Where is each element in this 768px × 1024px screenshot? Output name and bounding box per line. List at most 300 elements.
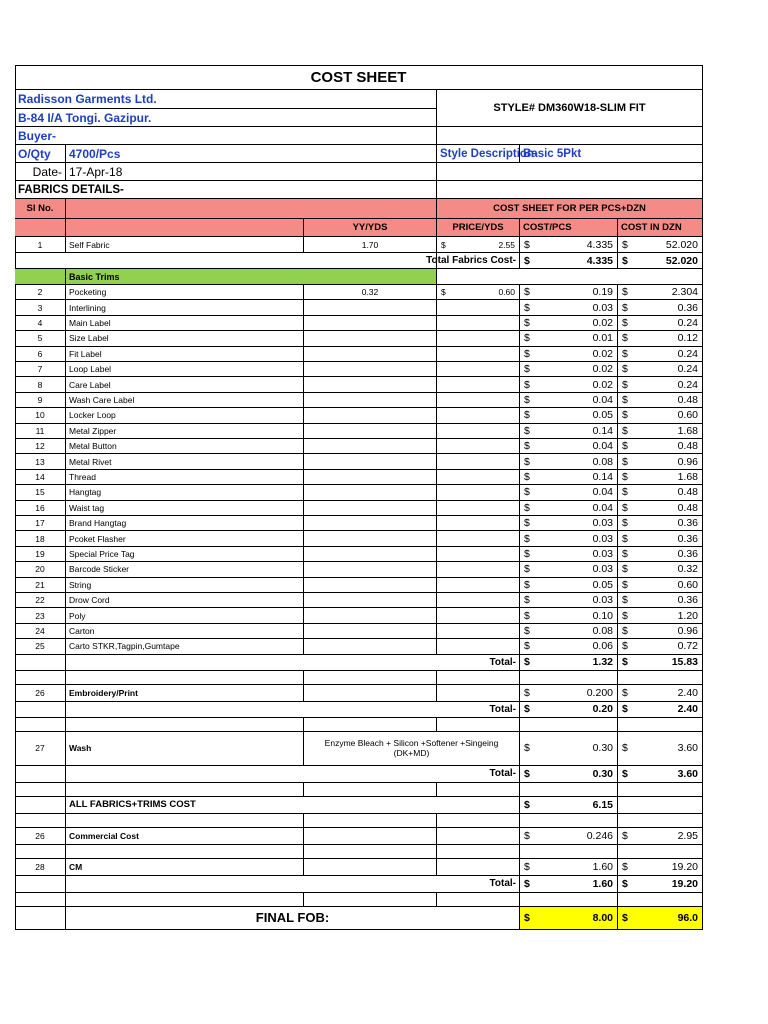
currency-symbol: $ — [622, 254, 628, 267]
currency-symbol: $ — [524, 363, 530, 376]
trims-header-text: Basic Trims — [69, 271, 120, 282]
item-name — [66, 578, 304, 593]
blank-cell — [437, 163, 703, 181]
currency-symbol: $ — [524, 238, 530, 251]
cost-dzn-cell — [618, 639, 703, 654]
cost-dzn-cell — [618, 362, 703, 377]
final-fob-label — [66, 907, 520, 930]
currency-symbol: $ — [524, 409, 530, 422]
blank-cell — [437, 269, 703, 285]
blank-cell — [304, 501, 437, 516]
total-cost-dzn — [618, 655, 703, 671]
money-value: 3.60 — [677, 742, 698, 755]
cost-dzn-cell — [618, 300, 703, 315]
item-name — [66, 547, 304, 562]
currency-symbol: $ — [524, 640, 530, 653]
currency-symbol: $ — [524, 742, 530, 755]
money-value: 0.60 — [677, 578, 698, 591]
cost-pcs-cell — [520, 578, 618, 593]
cost-dzn-cell — [618, 578, 703, 593]
blank-cell — [437, 783, 520, 797]
cost-pcs-cell — [520, 454, 618, 469]
money-value: 52.020 — [665, 254, 698, 267]
currency-symbol: $ — [524, 393, 530, 406]
item-name — [66, 562, 304, 577]
yy-header — [304, 219, 437, 237]
sl-number — [15, 685, 66, 702]
cost-pcs-cell — [520, 593, 618, 608]
sl-number — [15, 454, 66, 469]
blank-cell — [304, 639, 437, 654]
sl-number-text: 24 — [35, 625, 45, 636]
item-name — [66, 393, 304, 408]
blank-cell — [437, 501, 520, 516]
money-value: 0.04 — [592, 486, 613, 499]
item-name — [66, 237, 304, 253]
cost-dzn-cell — [618, 424, 703, 439]
cost-sheet-header — [437, 199, 703, 219]
blank-cell — [304, 859, 437, 876]
sl-number — [15, 362, 66, 377]
sl-number — [15, 859, 66, 876]
currency-symbol: $ — [622, 286, 628, 299]
final-cost-dzn — [618, 907, 703, 930]
blank-cell — [304, 316, 437, 331]
money-value: 0.06 — [592, 640, 613, 653]
item-name-text: Drow Cord — [69, 595, 110, 606]
sl-number — [15, 237, 66, 253]
cost-dzn-header — [618, 219, 703, 237]
money-value: 2.40 — [677, 686, 698, 699]
blank-cell — [66, 893, 304, 907]
blank-cell — [66, 718, 304, 732]
item-name-text: Pcoket Flasher — [69, 533, 126, 544]
currency-symbol: $ — [622, 860, 628, 873]
sl-number — [15, 624, 66, 639]
blank-cell — [304, 578, 437, 593]
item-name-text: Size Label — [69, 333, 109, 344]
sl-number-text: 3 — [37, 302, 43, 313]
money-value: 0.04 — [592, 393, 613, 406]
currency-symbol: $ — [622, 532, 628, 545]
currency-symbol: $ — [622, 393, 628, 406]
money-value: 1.68 — [677, 424, 698, 437]
item-name — [66, 828, 304, 845]
sl-number — [15, 562, 66, 577]
cost-pcs-cell — [520, 300, 618, 315]
sl-number-text: 5 — [37, 333, 43, 344]
item-name-text: Fit Label — [69, 348, 102, 359]
total-cost-dzn — [618, 766, 703, 783]
cost-dzn-cell — [618, 347, 703, 362]
sl-number — [15, 408, 66, 423]
qty-label-text: O/Qty — [18, 146, 51, 161]
sl-number-text: 6 — [37, 348, 43, 359]
sl-number — [15, 516, 66, 531]
cost-pcs-cell — [520, 408, 618, 423]
style-desc-value-text: Basic 5Pkt — [523, 147, 582, 160]
money-value: 52.020 — [665, 238, 698, 251]
blank-cell — [15, 893, 66, 907]
sl-number-text: 12 — [35, 441, 45, 452]
cost-pcs-cell — [520, 393, 618, 408]
currency-symbol: $ — [622, 470, 628, 483]
total-label — [66, 876, 520, 893]
currency-symbol: $ — [524, 767, 530, 780]
item-name — [66, 593, 304, 608]
currency-symbol: $ — [622, 578, 628, 591]
yy-value — [304, 285, 437, 300]
price-header — [437, 219, 520, 237]
final-fob-label-text: FINAL FOB: — [255, 910, 330, 926]
blank-cell — [437, 562, 520, 577]
cost-dzn-cell — [618, 316, 703, 331]
blank-cell — [618, 814, 703, 828]
total-label — [66, 702, 520, 718]
blank-cell — [437, 127, 703, 145]
blank-cell — [437, 408, 520, 423]
item-name — [66, 685, 304, 702]
money-value: 0.02 — [592, 363, 613, 376]
money-value: 0.12 — [677, 332, 698, 345]
qty-label — [15, 145, 66, 163]
cost-dzn-cell — [618, 237, 703, 253]
blank-header — [66, 219, 304, 237]
money-value: 0.02 — [592, 347, 613, 360]
blank-cell — [304, 828, 437, 845]
blank-cell — [15, 253, 437, 269]
total-label-text: Total- — [489, 656, 516, 668]
blank-cell — [437, 377, 520, 392]
total-cost-dzn — [618, 876, 703, 893]
blank-cell — [618, 783, 703, 797]
currency-symbol: $ — [622, 624, 628, 637]
money-value: 6.15 — [592, 798, 613, 811]
item-name — [66, 608, 304, 623]
money-value: 0.05 — [592, 578, 613, 591]
blank-cell — [304, 408, 437, 423]
blank-cell — [15, 671, 66, 685]
currency-symbol: $ — [622, 686, 628, 699]
item-name — [66, 485, 304, 500]
sl-number-text: 2 — [37, 287, 43, 298]
total-label-text: Total- — [489, 878, 516, 890]
date-value-text: 17-Apr-18 — [69, 164, 123, 179]
cost-pcs-cell — [520, 316, 618, 331]
currency-symbol: $ — [622, 301, 628, 314]
cost-pcs-cell — [520, 347, 618, 362]
style-desc-label — [437, 145, 538, 163]
cost-pcs-cell — [520, 685, 618, 702]
sl-number-text: 7 — [37, 364, 43, 375]
fabrics-details-label-text: FABRICS DETAILS- — [18, 183, 124, 196]
blank-cell — [618, 797, 703, 814]
blank-cell — [437, 316, 520, 331]
cost-sheet — [15, 65, 703, 930]
currency-symbol: $ — [524, 624, 530, 637]
blank-cell — [304, 485, 437, 500]
item-name — [66, 377, 304, 392]
buyer-label — [15, 127, 437, 145]
item-name-text: Pocketing — [69, 287, 107, 298]
money-value: 0.03 — [592, 563, 613, 576]
item-name-text: Metal Rivet — [69, 456, 112, 467]
blank-cell — [437, 516, 520, 531]
money-value: 1.20 — [677, 609, 698, 622]
sl-number-text: 17 — [35, 518, 45, 529]
sl-number-text: 14 — [35, 471, 45, 482]
currency-symbol: $ — [622, 742, 628, 755]
blank-cell — [437, 671, 520, 685]
blank-cell — [15, 766, 66, 783]
blank-cell — [304, 531, 437, 546]
cost-pcs-cell — [520, 237, 618, 253]
item-name-text: Loop Label — [69, 364, 112, 375]
currency-symbol: $ — [524, 455, 530, 468]
item-name-text: Special Price Tag — [69, 548, 135, 559]
blank-cell — [304, 624, 437, 639]
cost-dzn-header-text: COST IN DZN — [621, 222, 682, 233]
currency-symbol: $ — [524, 829, 530, 842]
company-name-text: Radisson Garments Ltd. — [18, 92, 157, 106]
blank-cell — [66, 783, 304, 797]
money-value: 96.0 — [677, 911, 698, 924]
sl-number-text: 27 — [35, 743, 45, 754]
sl-number — [15, 439, 66, 454]
total-cost-dzn — [618, 702, 703, 718]
total-label-text: Total- — [489, 768, 516, 780]
fabric-total-label-text: Total Fabrics Cost- — [426, 255, 516, 266]
total-label-text: Total- — [489, 703, 516, 715]
cost-pcs-cell — [520, 608, 618, 623]
money-value: 0.30 — [592, 742, 613, 755]
sl-number-text: 25 — [35, 641, 45, 652]
blank-cell — [520, 845, 618, 859]
cost-dzn-cell — [618, 331, 703, 346]
money-value: 0.14 — [592, 470, 613, 483]
total-cost-pcs — [520, 876, 618, 893]
price-cell — [437, 237, 520, 253]
item-name-text: Hangtag — [69, 487, 102, 498]
item-name-text: Waist tag — [69, 502, 105, 513]
blank-cell — [304, 783, 437, 797]
sl-number — [15, 300, 66, 315]
blank-cell — [618, 845, 703, 859]
blank-cell — [437, 470, 520, 485]
sl-number-text: 23 — [35, 610, 45, 621]
currency-symbol: $ — [524, 347, 530, 360]
currency-symbol: $ — [524, 501, 530, 514]
item-name-text: Poly — [69, 610, 86, 621]
money-value: 2.95 — [677, 829, 698, 842]
sheet-title — [15, 65, 703, 90]
sl-number-text: 16 — [35, 502, 45, 513]
blank-cell — [304, 424, 437, 439]
item-name-text: Metal Button — [69, 441, 117, 452]
cost-pcs-cell — [520, 531, 618, 546]
sl-number-text: 13 — [35, 456, 45, 467]
blank-cell — [15, 655, 66, 671]
sl-number — [15, 547, 66, 562]
blank-cell — [437, 393, 520, 408]
money-value: 0.30 — [592, 767, 613, 780]
blank-cell — [304, 893, 437, 907]
currency-symbol: $ — [524, 286, 530, 299]
currency-symbol: $ — [524, 378, 530, 391]
money-value: 0.03 — [592, 517, 613, 530]
blank-cell — [66, 671, 304, 685]
cost-dzn-cell — [618, 828, 703, 845]
currency-symbol: $ — [524, 860, 530, 873]
money-value: 19.20 — [671, 877, 698, 890]
money-value: 0.08 — [592, 455, 613, 468]
money-value: 2.40 — [677, 703, 698, 716]
cost-pcs-cell — [520, 424, 618, 439]
cost-dzn-cell — [618, 393, 703, 408]
money-value: 1.32 — [592, 656, 613, 669]
blank-cell — [15, 783, 66, 797]
blank-cell — [437, 859, 520, 876]
currency-symbol: $ — [622, 409, 628, 422]
blank-cell — [304, 377, 437, 392]
currency-symbol: $ — [524, 578, 530, 591]
money-value: 0.200 — [586, 686, 613, 699]
blank-cell — [437, 639, 520, 654]
item-name-text: Brand Hangtag — [69, 518, 127, 529]
currency-symbol: $ — [524, 563, 530, 576]
blank-cell — [304, 685, 437, 702]
qty-value-text: 4700/Pcs — [69, 146, 121, 161]
money-value: 0.72 — [677, 640, 698, 653]
blank-cell — [437, 608, 520, 623]
sl-number-text: 22 — [35, 595, 45, 606]
cost-dzn-cell — [618, 685, 703, 702]
blank-cell — [304, 439, 437, 454]
style-number — [437, 90, 703, 127]
money-value: 0.96 — [677, 455, 698, 468]
wash-desc-line2: (DK+MD) — [393, 748, 430, 759]
money-value: 0.04 — [592, 501, 613, 514]
item-name — [66, 501, 304, 516]
currency-symbol: $ — [622, 238, 628, 251]
blank-cell — [15, 876, 66, 893]
date-label-text: Date- — [32, 164, 62, 179]
sl-number — [15, 424, 66, 439]
blank-cell — [437, 828, 520, 845]
currency-symbol: $ — [622, 609, 628, 622]
sl-number-text: 19 — [35, 548, 45, 559]
item-name — [66, 531, 304, 546]
sl-number-text: 15 — [35, 487, 45, 498]
cost-dzn-cell — [618, 547, 703, 562]
money-value: 0.60 — [677, 409, 698, 422]
currency-symbol: $ — [622, 316, 628, 329]
money-value: 0.01 — [592, 332, 613, 345]
sl-number — [15, 608, 66, 623]
cost-pcs-cell — [520, 562, 618, 577]
yy-value-text: 1.70 — [361, 239, 379, 250]
item-name — [66, 732, 304, 766]
blank-cell — [304, 608, 437, 623]
currency-symbol: $ — [622, 332, 628, 345]
currency-symbol: $ — [622, 363, 628, 376]
blank-cell — [618, 671, 703, 685]
cost-pcs-header-text: COST/PCS — [523, 222, 572, 233]
item-name-text: Wash Care Label — [69, 394, 135, 405]
money-value: 0.32 — [677, 563, 698, 576]
currency-symbol: $ — [622, 424, 628, 437]
sl-number — [15, 578, 66, 593]
sl-number — [15, 393, 66, 408]
item-name-text: Thread — [69, 471, 96, 482]
currency-symbol: $ — [622, 877, 628, 890]
cost-pcs-cell — [520, 547, 618, 562]
sl-number — [15, 639, 66, 654]
cost-dzn-cell — [618, 624, 703, 639]
company-name — [15, 90, 437, 109]
currency-symbol: $ — [524, 301, 530, 314]
item-name-text: Commercial Cost — [69, 830, 139, 841]
style-number-text: STYLE# DM360W18-SLIM FIT — [493, 102, 646, 114]
blank-cell — [437, 531, 520, 546]
blank-cell — [304, 470, 437, 485]
currency-symbol: $ — [524, 547, 530, 560]
sl-number — [15, 828, 66, 845]
money-value: 0.04 — [592, 440, 613, 453]
currency-symbol: $ — [441, 287, 446, 298]
money-value: 0.36 — [677, 517, 698, 530]
item-name-text: Locker Loop — [69, 410, 116, 421]
date-label — [15, 163, 66, 181]
blank-cell — [304, 347, 437, 362]
blank-cell — [304, 516, 437, 531]
currency-symbol: $ — [524, 656, 530, 669]
blank-cell — [437, 181, 703, 199]
currency-symbol: $ — [524, 532, 530, 545]
blank-cell — [304, 593, 437, 608]
money-value: 0.10 — [592, 609, 613, 622]
cost-dzn-cell — [618, 501, 703, 516]
fabric-total-dzn — [618, 253, 703, 269]
currency-symbol: $ — [622, 640, 628, 653]
sl-header-text: Sl No. — [26, 203, 54, 214]
blank-cell — [15, 845, 66, 859]
blank-cell — [520, 783, 618, 797]
blank-cell — [304, 547, 437, 562]
item-name — [66, 859, 304, 876]
blank-header — [66, 199, 437, 219]
sl-number-text: 28 — [35, 861, 45, 872]
blank-cell — [437, 718, 520, 732]
sl-number — [15, 732, 66, 766]
cost-pcs-cell — [520, 331, 618, 346]
blank-cell — [304, 814, 437, 828]
money-value: 1.60 — [592, 860, 613, 873]
cost-dzn-cell — [618, 531, 703, 546]
item-name — [66, 408, 304, 423]
sl-number — [15, 285, 66, 300]
blank-cell — [437, 300, 520, 315]
money-value: 0.03 — [592, 547, 613, 560]
currency-symbol: $ — [524, 517, 530, 530]
money-value: 2.304 — [671, 286, 698, 299]
item-name-text: Carton — [69, 625, 95, 636]
trims-header — [66, 269, 437, 285]
blank-cell — [618, 718, 703, 732]
blank-header — [15, 219, 66, 237]
blank-cell — [66, 845, 304, 859]
cost-dzn-cell — [618, 408, 703, 423]
